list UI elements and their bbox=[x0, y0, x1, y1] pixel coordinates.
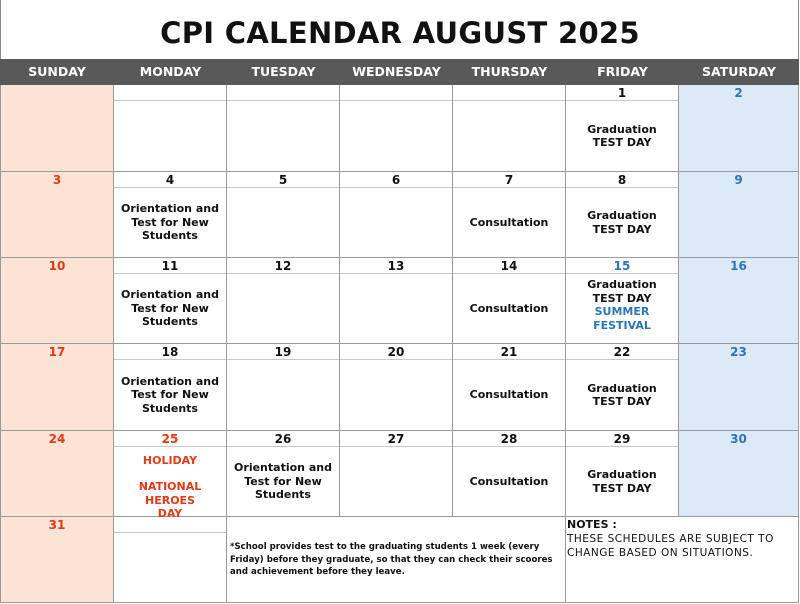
footnote-cell bbox=[227, 517, 566, 603]
day-cell bbox=[340, 431, 453, 517]
day-cell bbox=[340, 344, 453, 431]
day-number: 27 bbox=[387, 432, 405, 446]
day-number: 23 bbox=[730, 345, 747, 359]
day-cell bbox=[453, 172, 566, 258]
day-number: 16 bbox=[730, 259, 747, 273]
day-cell bbox=[227, 258, 340, 344]
event-label: Consultation bbox=[469, 474, 549, 488]
event-label: HOLIDAY bbox=[142, 454, 198, 467]
notes-body: THESE SCHEDULES ARE SUBJECT TO CHANGE BASED ON SITUATIONS. bbox=[567, 533, 774, 559]
day-number bbox=[227, 85, 339, 100]
day-number: 31 bbox=[48, 518, 66, 532]
day-cell bbox=[114, 172, 227, 258]
event-label: NATIONAL HEROES DAY bbox=[138, 480, 202, 520]
event-label: Graduation TEST DAY bbox=[587, 122, 657, 149]
day-number: 21 bbox=[500, 345, 518, 359]
day-cell bbox=[227, 431, 340, 517]
day-number: 14 bbox=[500, 259, 518, 273]
weekday-header bbox=[0, 59, 799, 85]
notes-cell bbox=[566, 517, 799, 603]
day-number: 29 bbox=[613, 432, 631, 446]
day-number: 24 bbox=[48, 432, 66, 446]
weekday-wednesday: WEDNESDAY bbox=[352, 64, 441, 79]
day-cell bbox=[114, 85, 227, 172]
day-number: 4 bbox=[165, 173, 175, 187]
day-number: 11 bbox=[161, 259, 179, 273]
day-cell bbox=[0, 172, 114, 258]
day-number: 28 bbox=[500, 432, 518, 446]
day-cell bbox=[566, 431, 679, 517]
day-cell bbox=[679, 431, 799, 517]
day-cell bbox=[566, 344, 679, 431]
event-label: SUMMER FESTIVAL bbox=[593, 305, 651, 332]
day-cell bbox=[114, 258, 227, 344]
weekday-sunday: SUNDAY bbox=[28, 64, 86, 79]
footnote-text: *School provides test to the graduating students 1 week (every Friday) before they graduate, so that they can check their scoores and achievement before they leave. bbox=[230, 542, 553, 577]
day-cell bbox=[227, 344, 340, 431]
day-cell bbox=[679, 172, 799, 258]
day-cell bbox=[340, 258, 453, 344]
day-cell bbox=[0, 85, 114, 172]
event-label: Consultation bbox=[469, 301, 549, 315]
event-label: Orientation and Test for New Students bbox=[234, 461, 332, 502]
day-number: 1 bbox=[617, 86, 627, 100]
day-number bbox=[1, 85, 113, 100]
day-number bbox=[453, 85, 565, 100]
day-number: 9 bbox=[734, 173, 743, 187]
event-label: Consultation bbox=[469, 388, 549, 402]
weekday-tuesday: TUESDAY bbox=[251, 64, 316, 79]
day-cell bbox=[453, 431, 566, 517]
day-cell bbox=[0, 431, 114, 517]
day-number bbox=[114, 85, 226, 100]
weekday-monday: MONDAY bbox=[139, 64, 202, 79]
event-label: Orientation and Test for New Students bbox=[121, 374, 219, 415]
day-number: 30 bbox=[730, 432, 747, 446]
day-number: 5 bbox=[278, 173, 288, 187]
day-number: 10 bbox=[48, 259, 66, 273]
event-label: Orientation and Test for New Students bbox=[121, 288, 219, 329]
day-cell bbox=[114, 431, 227, 520]
day-cell bbox=[0, 344, 114, 431]
day-cell bbox=[227, 85, 340, 172]
event-label: Consultation bbox=[469, 215, 549, 229]
event-label: Graduation TEST DAY bbox=[587, 278, 657, 305]
day-number: 3 bbox=[52, 173, 62, 187]
day-number: 13 bbox=[387, 259, 405, 273]
weekday-friday: FRIDAY bbox=[597, 64, 648, 79]
day-cell bbox=[679, 344, 799, 431]
day-number: 19 bbox=[274, 345, 292, 359]
day-cell bbox=[340, 172, 453, 258]
weekday-saturday: SATURDAY bbox=[702, 64, 776, 79]
day-number bbox=[340, 85, 452, 100]
day-number: 7 bbox=[504, 173, 514, 187]
day-number: 26 bbox=[274, 432, 292, 446]
day-cell bbox=[453, 258, 566, 344]
day-number: 8 bbox=[617, 173, 627, 187]
day-number: 22 bbox=[613, 345, 631, 359]
day-number: 17 bbox=[48, 345, 66, 359]
notes-title: NOTES : bbox=[567, 518, 617, 531]
day-cell bbox=[679, 258, 799, 344]
event-label: Orientation and Test for New Students bbox=[121, 202, 219, 243]
weekday-thursday: THURSDAY bbox=[471, 64, 548, 79]
day-number: 20 bbox=[387, 345, 405, 359]
day-cell bbox=[114, 344, 227, 431]
day-cell bbox=[227, 172, 340, 258]
day-cell bbox=[566, 172, 679, 258]
day-cell bbox=[340, 85, 453, 172]
day-number: 2 bbox=[734, 86, 743, 100]
day-number: 18 bbox=[161, 345, 179, 359]
day-number: 15 bbox=[613, 259, 631, 273]
event-label: Graduation TEST DAY bbox=[587, 381, 657, 408]
day-number: 6 bbox=[391, 173, 401, 187]
day-cell bbox=[679, 85, 799, 172]
event-label: Graduation TEST DAY bbox=[587, 468, 657, 495]
day-cell bbox=[566, 258, 679, 344]
day-cell bbox=[453, 344, 566, 431]
day-cell bbox=[566, 85, 679, 172]
event-label: Graduation TEST DAY bbox=[587, 209, 657, 236]
day-cell bbox=[0, 517, 114, 603]
day-cell bbox=[0, 258, 114, 344]
day-number: 25 bbox=[161, 432, 179, 446]
empty-cell bbox=[114, 517, 227, 603]
calendar-title: CPI CALENDAR AUGUST 2025 bbox=[0, 0, 799, 59]
day-number: 12 bbox=[274, 259, 292, 273]
day-cell bbox=[453, 85, 566, 172]
